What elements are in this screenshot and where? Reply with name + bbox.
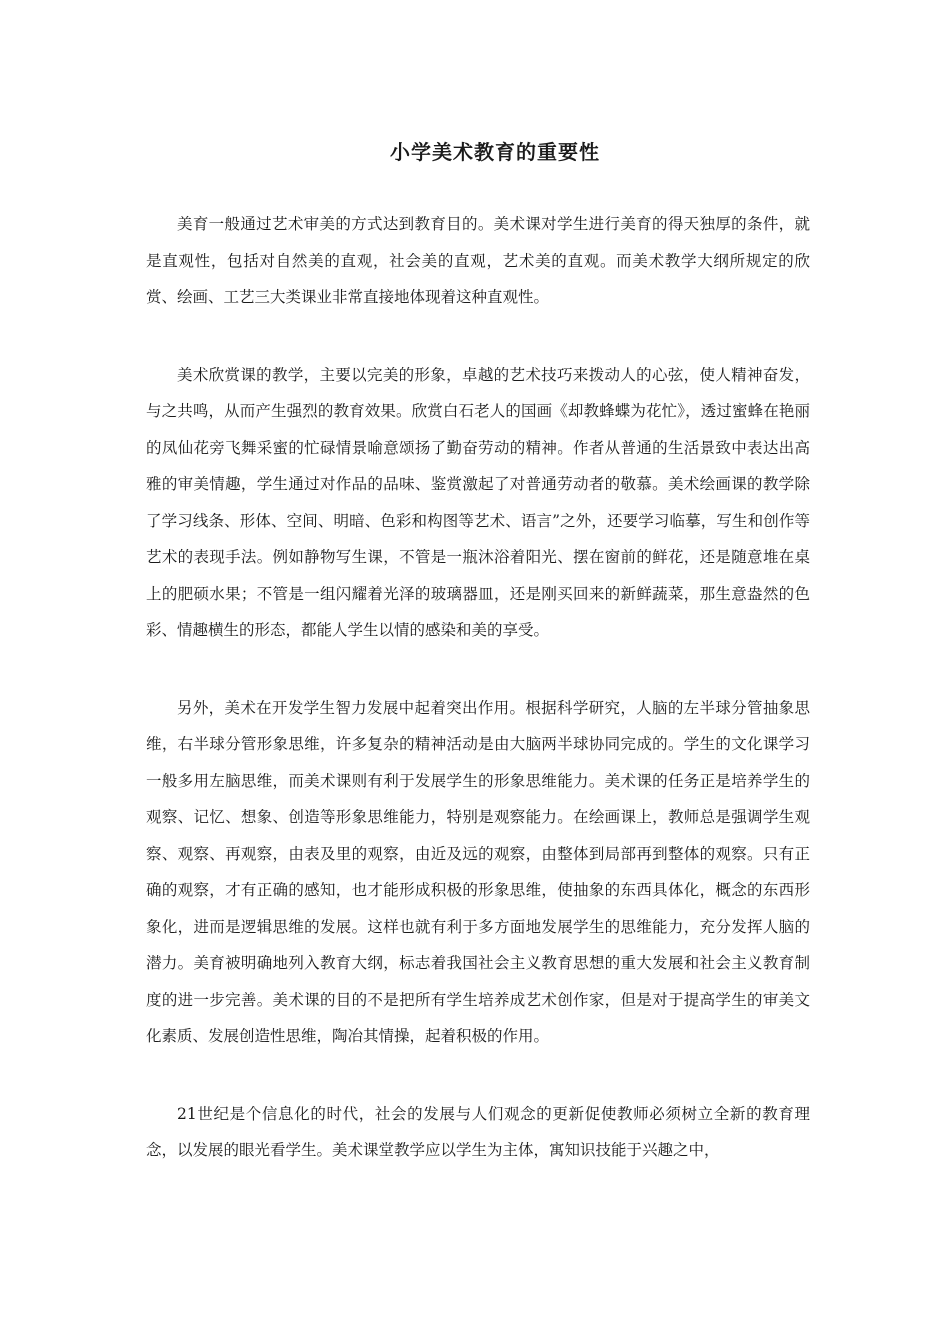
- document-body: [146, 206, 810, 1169]
- paragraph-intellectual-development: 另外，美术在开发学生智力发展中起着突出作用。根据科学研究，人脑的左半球分管抽象思维，右半球分管形象思维，许多复杂的精神活动是由大脑两半球协同完成的。学生的文化课学习一般多用左脑思维，而美术课则有利于发展学生的形象思维能力。美术课的任务正是培养学生的观察、记忆、想象、创造等形象思维能力，特别是观察能力。在绘画课上，教师总是强调学生观察、观察、再观察，由表及里的观察，由近及远的观察，由整体到局部再到整体的观察。只有正确的观察，才有正确的感知，也才能形成积极的形象思维，使抽象的东西具体化，概念的东西形象化，进而是逻辑思维的发展。这样也就有利于多方面地发展学生的思维能力，充分发挥人脑的潜力。美育被明确地列入教育大纲，标志着我国社会主义教育思想的重大发展和社会主义教育制度的进一步完善。美术课的目的不是把所有学生培养成艺术创作家，但是对于提高学生的审美文化素质、发展创造性思维，陶冶其情操，起着积极的作用。: [146, 698, 810, 1045]
- document-title: 小学美术教育的重要性: [390, 140, 600, 164]
- paragraph-information-age: 21世纪是个信息化的时代，社会的发展与人们观念的更新促使教师必须树立全新的教育理念，以发展的眼光看学生。美术课堂教学应以学生为主体，寓知识技能于兴趣之中，: [146, 1104, 810, 1159]
- paragraph-aesthetic-education: 美育一般通过艺术审美的方式达到教育目的。美术课对学生进行美育的得天独厚的条件，就是直观性，包括对自然美的直观，社会美的直观，艺术美的直观。而美术教学大纲所规定的欣赏、绘画、工艺三大类课业非常直接地体现着这种直观性。: [146, 215, 810, 306]
- paragraph-art-appreciation: 美术欣赏课的教学，主要以完美的形象，卓越的艺术技巧来拨动人的心弦，使人精神奋发，与之共鸣，从而产生强烈的教育效果。欣赏白石老人的国画《却教蜂蝶为花忙》，透过蜜蜂在艳丽的凤仙花旁飞舞采蜜的忙碌情景喻意颂扬了勤奋劳动的精神。作者从普通的生活景致中表达出高雅的审美情趣，学生通过对作品的品味、鉴赏激起了对普通劳动者的敬慕。美术绘画课的教学除了学习线条、形体、空间、明暗、色彩和构图等艺术、语言”之外，还要学习临摹，写生和创作等艺术的表现手法。例如静物写生课，不管是一瓶沐浴着阳光、摆在窗前的鲜花，还是随意堆在桌上的肥硕水果；不管是一组闪耀着光泽的玻璃器皿，还是刚买回来的新鲜蔬菜，那生意盎然的色彩、情趣横生的形态，都能人学生以情的感染和美的享受。: [146, 365, 810, 639]
